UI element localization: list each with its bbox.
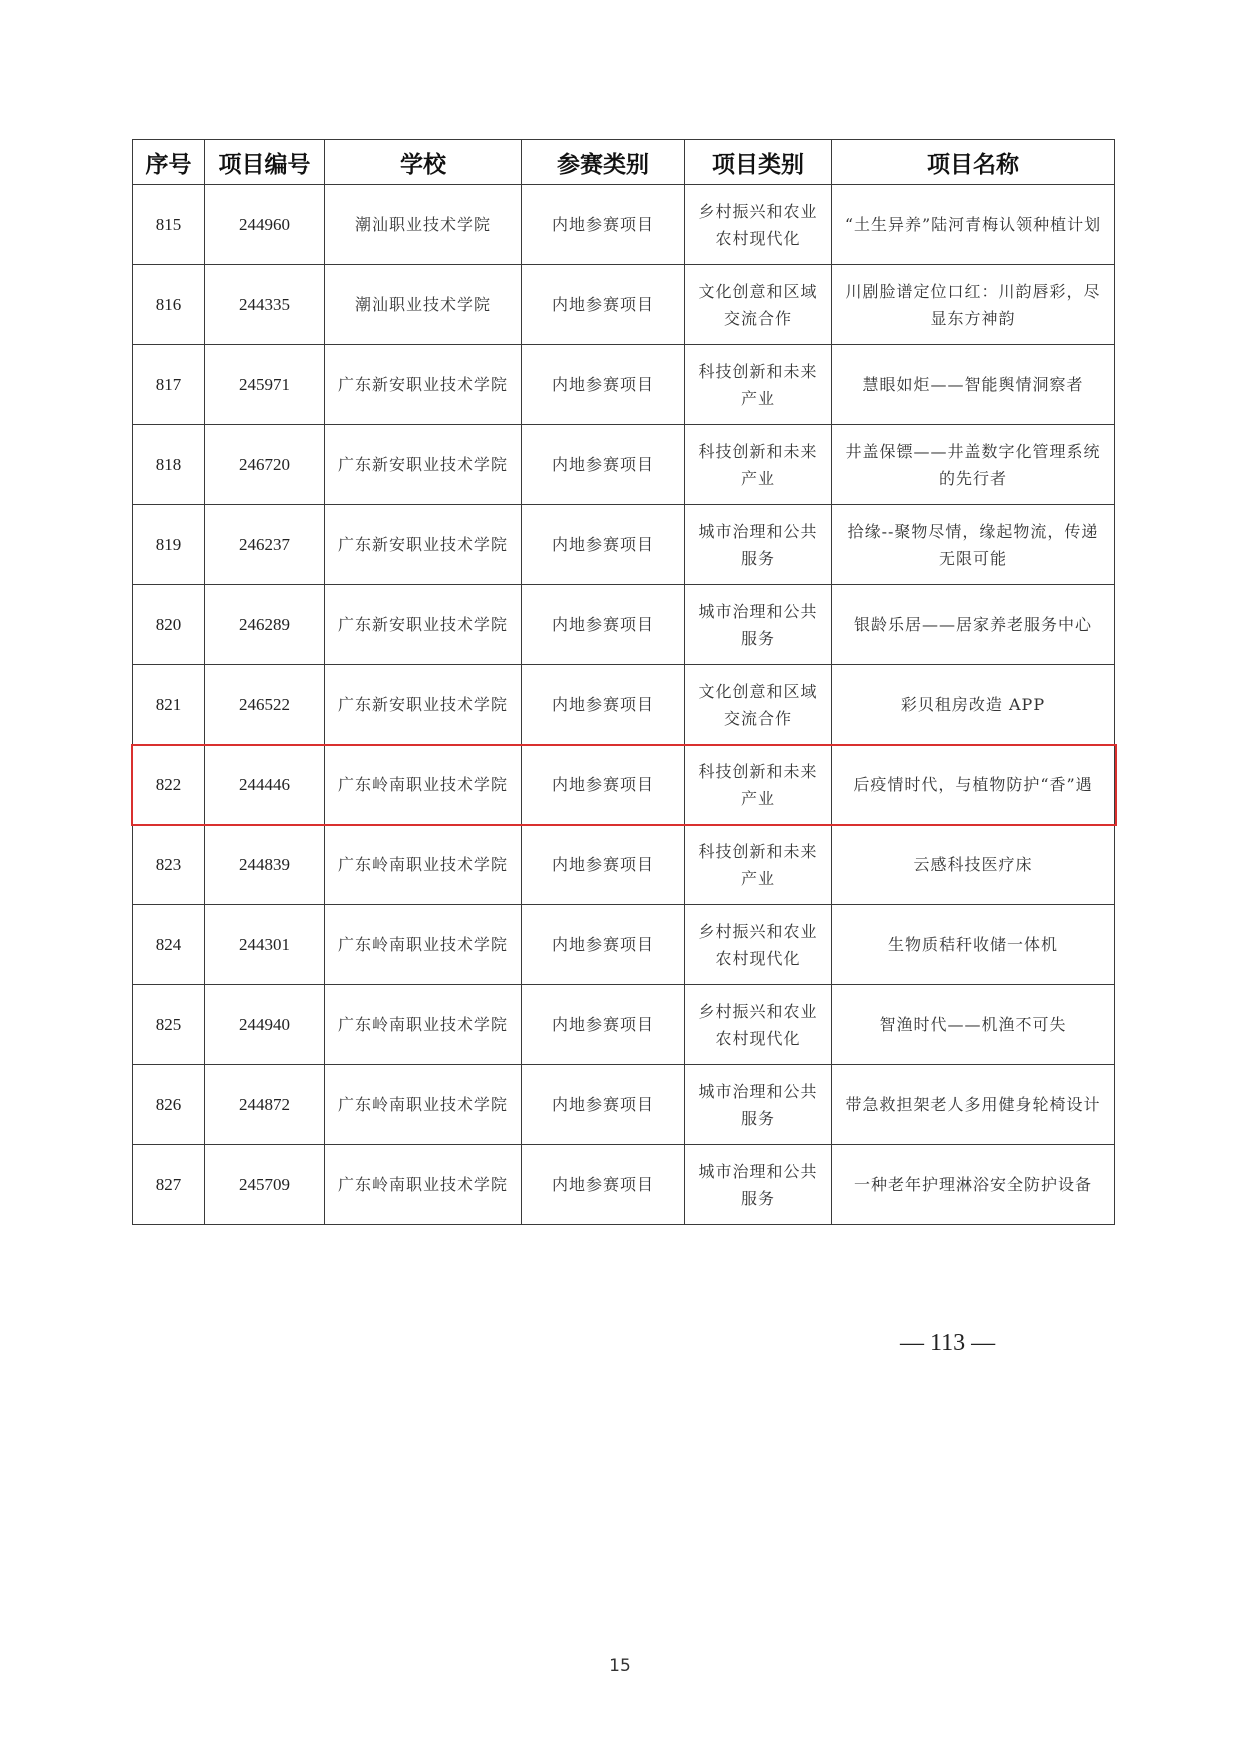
header-project-name: 项目名称 <box>832 140 1115 185</box>
cell-category: 科技创新和未来产业 <box>685 425 832 505</box>
cell-seq: 815 <box>133 185 205 265</box>
table-row <box>133 665 1115 745</box>
cell-school: 广东新安职业技术学院 <box>325 585 522 665</box>
cell-entry-type: 内地参赛项目 <box>522 745 685 825</box>
header-seq: 序号 <box>133 140 205 185</box>
table-row <box>133 825 1115 905</box>
cell-category: 乡村振兴和农业农村现代化 <box>685 905 832 985</box>
cell-school: 潮汕职业技术学院 <box>325 265 522 345</box>
cell-code: 246289 <box>205 585 325 665</box>
cell-project-name: 智渔时代——机渔不可失 <box>832 985 1115 1065</box>
cell-school: 广东新安职业技术学院 <box>325 665 522 745</box>
table-row <box>133 585 1115 665</box>
cell-category: 城市治理和公共服务 <box>685 1065 832 1145</box>
cell-code: 244446 <box>205 745 325 825</box>
cell-seq: 819 <box>133 505 205 585</box>
table-row <box>133 1145 1115 1225</box>
cell-category: 城市治理和公共服务 <box>685 1145 832 1225</box>
cell-code: 246720 <box>205 425 325 505</box>
cell-project-name: 一种老年护理淋浴安全防护设备 <box>832 1145 1115 1225</box>
cell-entry-type: 内地参赛项目 <box>522 825 685 905</box>
table-header-row <box>133 140 1115 185</box>
cell-code: 245971 <box>205 345 325 425</box>
cell-project-name: 慧眼如炬——智能舆情洞察者 <box>832 345 1115 425</box>
cell-school: 广东新安职业技术学院 <box>325 345 522 425</box>
project-table <box>132 139 1115 1225</box>
cell-category: 科技创新和未来产业 <box>685 825 832 905</box>
cell-entry-type: 内地参赛项目 <box>522 505 685 585</box>
cell-entry-type: 内地参赛项目 <box>522 985 685 1065</box>
cell-entry-type: 内地参赛项目 <box>522 1065 685 1145</box>
cell-project-name: “土生异养”陆河青梅认领种植计划 <box>832 185 1115 265</box>
cell-code: 246237 <box>205 505 325 585</box>
table-row <box>133 265 1115 345</box>
cell-seq: 825 <box>133 985 205 1065</box>
cell-school: 广东岭南职业技术学院 <box>325 825 522 905</box>
cell-seq: 826 <box>133 1065 205 1145</box>
cell-category: 乡村振兴和农业农村现代化 <box>685 185 832 265</box>
cell-code: 245709 <box>205 1145 325 1225</box>
table-row <box>133 345 1115 425</box>
cell-entry-type: 内地参赛项目 <box>522 1145 685 1225</box>
cell-code: 244960 <box>205 185 325 265</box>
pdf-page-number: 15 <box>609 1656 631 1676</box>
cell-entry-type: 内地参赛项目 <box>522 425 685 505</box>
cell-entry-type: 内地参赛项目 <box>522 345 685 425</box>
table-body <box>133 185 1115 1225</box>
cell-entry-type: 内地参赛项目 <box>522 585 685 665</box>
cell-category: 城市治理和公共服务 <box>685 585 832 665</box>
table-row <box>133 1065 1115 1145</box>
cell-school: 广东岭南职业技术学院 <box>325 905 522 985</box>
cell-entry-type: 内地参赛项目 <box>522 265 685 345</box>
table-row <box>133 425 1115 505</box>
header-school: 学校 <box>325 140 522 185</box>
cell-project-name: 井盖保镖——井盖数字化管理系统的先行者 <box>832 425 1115 505</box>
cell-entry-type: 内地参赛项目 <box>522 905 685 985</box>
cell-code: 244872 <box>205 1065 325 1145</box>
cell-school: 广东岭南职业技术学院 <box>325 1145 522 1225</box>
cell-category: 科技创新和未来产业 <box>685 745 832 825</box>
table-row <box>133 905 1115 985</box>
header-code: 项目编号 <box>205 140 325 185</box>
cell-category: 乡村振兴和农业农村现代化 <box>685 985 832 1065</box>
header-entry-type: 参赛类别 <box>522 140 685 185</box>
printed-page-number: — 113 — <box>900 1330 996 1356</box>
cell-entry-type: 内地参赛项目 <box>522 185 685 265</box>
cell-school: 广东岭南职业技术学院 <box>325 1065 522 1145</box>
cell-category: 科技创新和未来产业 <box>685 345 832 425</box>
cell-code: 244940 <box>205 985 325 1065</box>
table-row <box>133 505 1115 585</box>
table-row-highlighted <box>133 745 1115 825</box>
table-row <box>133 185 1115 265</box>
cell-seq: 821 <box>133 665 205 745</box>
cell-project-name: 生物质秸秆收储一体机 <box>832 905 1115 985</box>
cell-school: 广东岭南职业技术学院 <box>325 985 522 1065</box>
cell-category: 城市治理和公共服务 <box>685 505 832 585</box>
cell-seq: 820 <box>133 585 205 665</box>
cell-entry-type: 内地参赛项目 <box>522 665 685 745</box>
cell-school: 广东岭南职业技术学院 <box>325 745 522 825</box>
cell-school: 广东新安职业技术学院 <box>325 505 522 585</box>
cell-code: 244839 <box>205 825 325 905</box>
cell-seq: 822 <box>133 745 205 825</box>
cell-code: 244301 <box>205 905 325 985</box>
cell-code: 246522 <box>205 665 325 745</box>
cell-project-name: 拾缘--聚物尽情，缘起物流，传递无限可能 <box>832 505 1115 585</box>
cell-code: 244335 <box>205 265 325 345</box>
cell-seq: 824 <box>133 905 205 985</box>
table-row <box>133 985 1115 1065</box>
cell-seq: 818 <box>133 425 205 505</box>
cell-project-name: 带急救担架老人多用健身轮椅设计 <box>832 1065 1115 1145</box>
cell-school: 广东新安职业技术学院 <box>325 425 522 505</box>
cell-category: 文化创意和区域交流合作 <box>685 265 832 345</box>
cell-project-name: 银龄乐居——居家养老服务中心 <box>832 585 1115 665</box>
cell-school: 潮汕职业技术学院 <box>325 185 522 265</box>
cell-project-name: 后疫情时代，与植物防护“香”遇 <box>832 745 1115 825</box>
cell-project-name: 彩贝租房改造 APP <box>832 665 1115 745</box>
cell-seq: 827 <box>133 1145 205 1225</box>
cell-project-name: 云感科技医疗床 <box>832 825 1115 905</box>
cell-seq: 823 <box>133 825 205 905</box>
cell-category: 文化创意和区域交流合作 <box>685 665 832 745</box>
header-category: 项目类别 <box>685 140 832 185</box>
cell-seq: 816 <box>133 265 205 345</box>
cell-project-name: 川剧脸谱定位口红：川韵唇彩，尽显东方神韵 <box>832 265 1115 345</box>
project-table-container <box>132 139 1114 1225</box>
cell-seq: 817 <box>133 345 205 425</box>
